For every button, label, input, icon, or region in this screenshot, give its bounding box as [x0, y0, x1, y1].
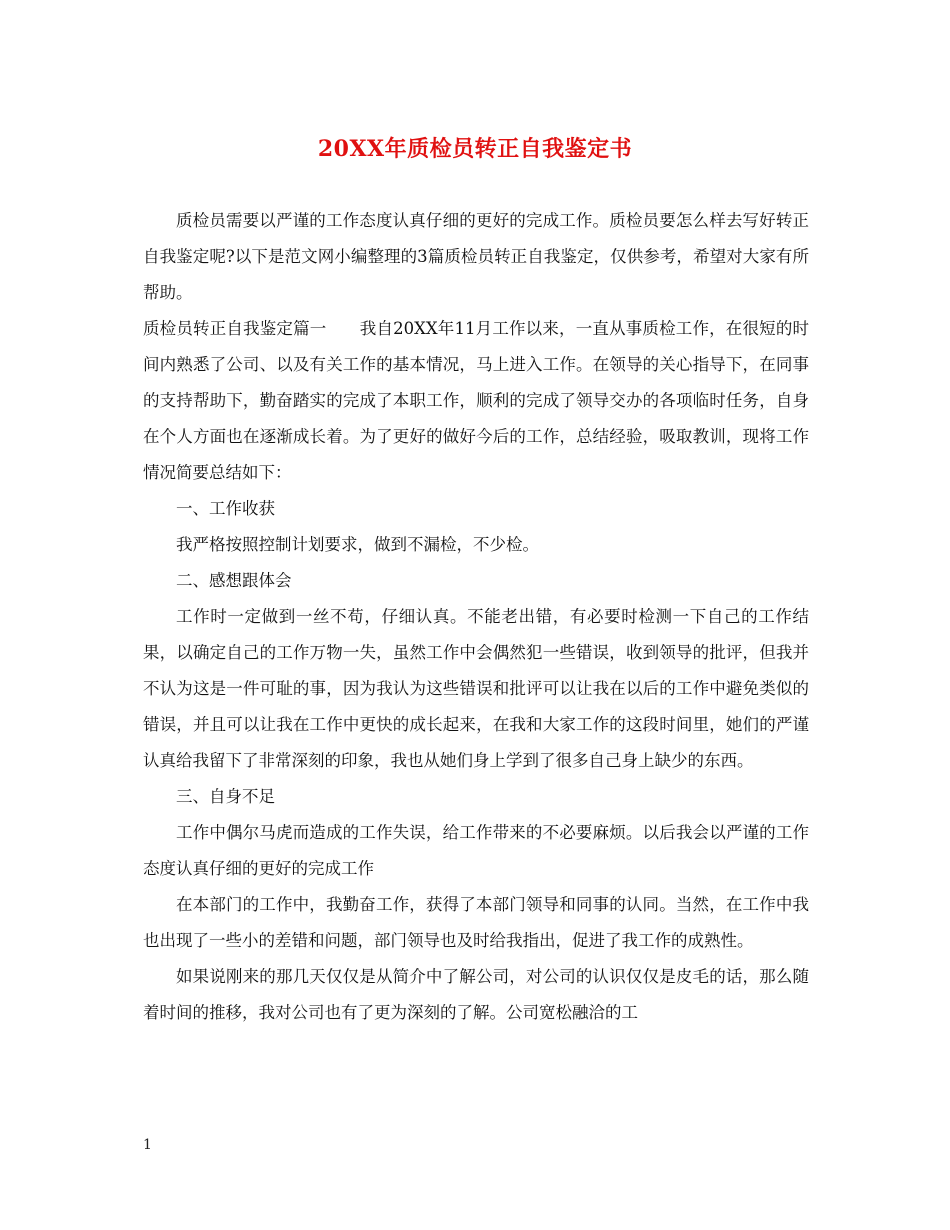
reflections-paragraph: 工作时一定做到一丝不苟，仔细认真。不能老出错，有必要时检测一下自己的工作结果，以确定自己的工作万物一失，虽然工作中会偶然犯一些错误，收到领导的批评，但我并不认为这是一件可耻的事，因为我认为这些错误和批评可以让我在以后的工作中避免类似的错误，并且可以让我在工作中更快的成长起来，在我和大家工作的这段时间里，她们的严谨认真给我留下了非常深刻的印象，我也从她们身上学到了很多自己身上缺少的东西。	[143, 607, 809, 770]
heading-shortcomings: 三、自身不足	[176, 787, 275, 806]
section-one-intro-paragraph: 质检员转正自我鉴定篇一 我自20XX年11月工作以来，一直从事质检工作，在很短的时间内熟悉了公司、以及有关工作的基本情况，马上进入工作。在领导的关心指导下，在同事的支持帮助下，勤奋踏实的完成了本职工作，顺利的完成了领导交办的各项临时任务，自身在个人方面也在逐渐成长着。为了更好的做好今后的工作，总结经验，吸取教训，现将工作情况简要总结如下：	[143, 319, 809, 482]
department-work-paragraph: 在本部门的工作中，我勤奋工作，获得了本部门领导和同事的认同。当然，在工作中我也出现了一些小的差错和问题，部门领导也及时给我指出，促进了我工作的成熟性。	[143, 895, 809, 950]
shortcomings-paragraph: 工作中偶尔马虎而造成的工作失误，给工作带来的不必要麻烦。以后我会以严谨的工作态度认真仔细的更好的完成工作	[143, 823, 809, 878]
document-title: 20XX年质检员转正自我鉴定书	[317, 136, 633, 162]
heading-reflections: 二、感想跟体会	[176, 571, 292, 590]
intro-paragraph: 质检员需要以严谨的工作态度认真仔细的更好的完成工作。质检员要怎么样去写好转正自我鉴定呢?以下是范文网小编整理的3篇质检员转正自我鉴定，仅供参考，希望对大家有所帮助。	[143, 211, 809, 302]
heading-work-gains: 一、工作收获	[176, 499, 275, 518]
document-body	[143, 203, 809, 1031]
work-gains-paragraph: 我严格按照控制计划要求，做到不漏检，不少检。	[176, 535, 539, 554]
page-number: 1	[143, 1137, 152, 1153]
company-understanding-paragraph: 如果说刚来的那几天仅仅是从简介中了解公司，对公司的认识仅仅是皮毛的话，那么随着时间的推移，我对公司也有了更为深刻的了解。公司宽松融洽的工	[143, 967, 809, 1022]
